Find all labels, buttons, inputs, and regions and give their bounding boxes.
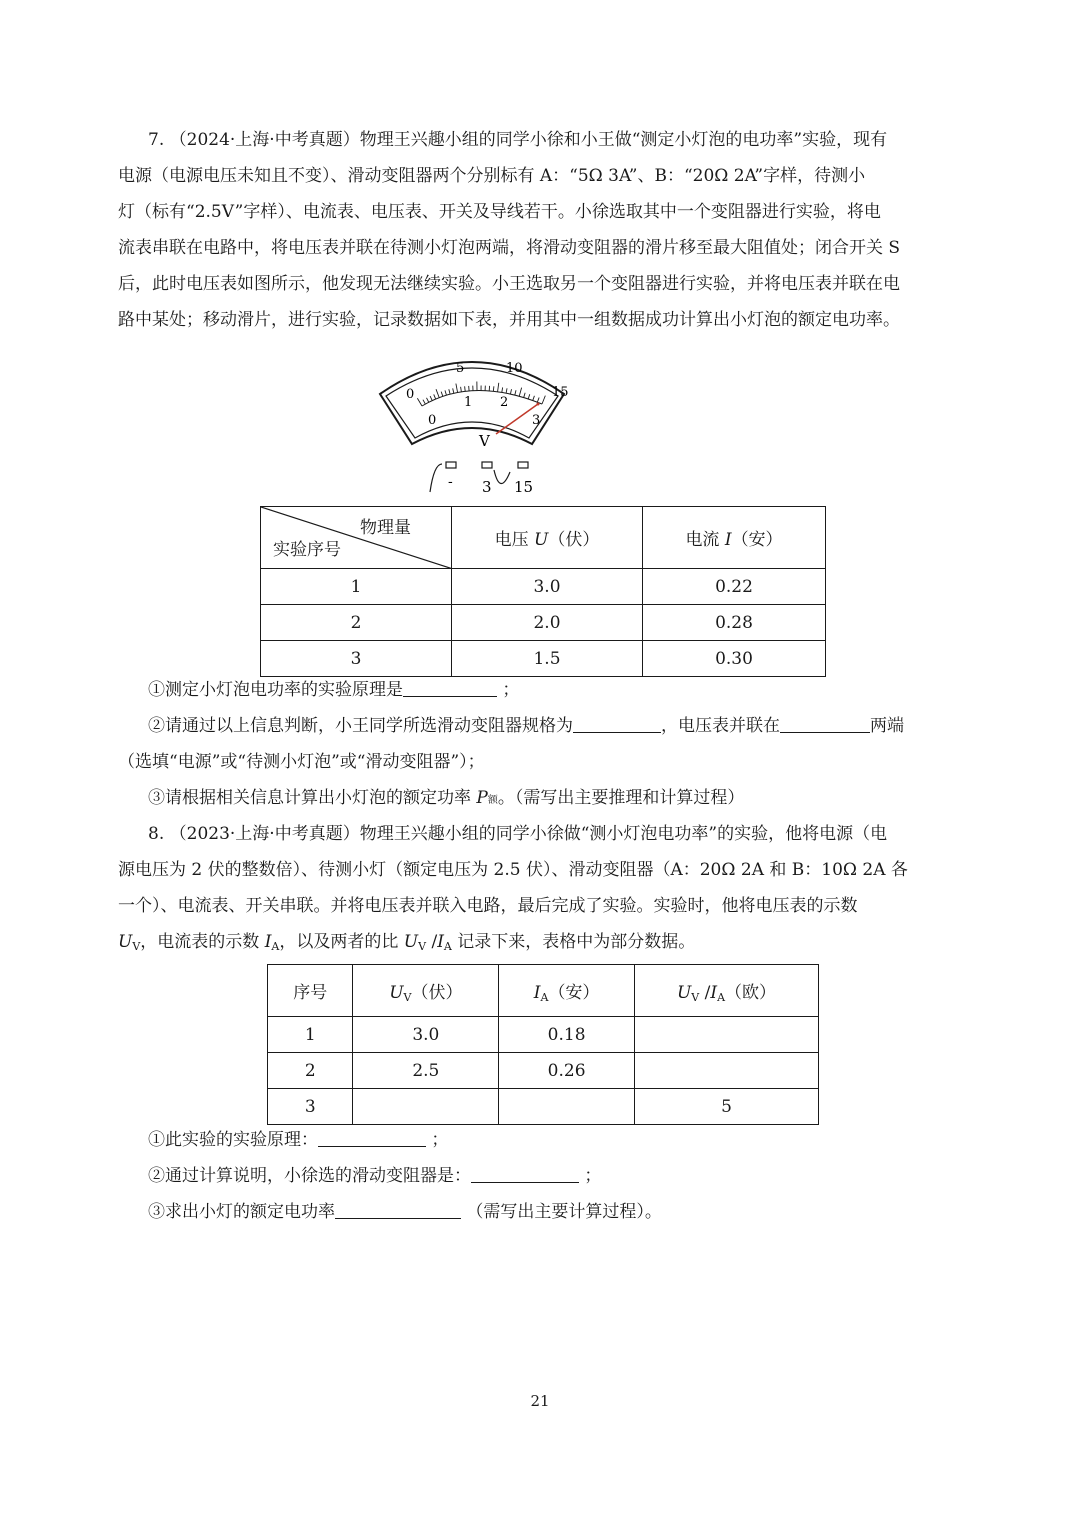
- table-row: [268, 1089, 819, 1125]
- upper-scale-label: 15: [552, 385, 569, 400]
- table-header-row: [268, 965, 819, 1017]
- terminal-label: 15: [514, 478, 534, 496]
- cell-ratio: 5: [634, 1089, 818, 1125]
- lead-wire: [430, 464, 442, 492]
- q8-sub-1: ①此实验的实验原理： ；: [148, 1130, 449, 1150]
- header-corner-cell: [261, 507, 452, 569]
- header-trial-label: 实验序号: [273, 540, 341, 560]
- cell-trial: 1: [261, 569, 452, 605]
- q7-sub-1: ①测定小灯泡电功率的实验原理是 ；: [148, 680, 520, 700]
- lead-wire: [494, 470, 510, 484]
- q7-sub-2: ②请通过以上信息判断，小王同学所选滑动变阻器规格为 ，电压表并联在 两端: [148, 716, 904, 736]
- upper-scale-label: 10: [506, 361, 523, 376]
- cell-voltage: 2.0: [452, 605, 643, 641]
- terminal-label: -: [448, 474, 453, 490]
- table-row: [261, 641, 826, 677]
- header-current-cell: $I_A$（安）: [499, 965, 635, 1017]
- cell-trial: 2: [261, 605, 452, 641]
- q7-line-6: 路中某处；移动滑片，进行实验，记录数据如下表，并用其中一组数据成功计算出小灯泡的额定电功率。: [118, 310, 900, 330]
- q7-sub-2-line-2: （选填“电源”或“待测小灯泡”或“滑动变阻器”）；: [118, 752, 485, 772]
- q8-line-1: 8. （2023·上海·中考真题）物理王兴趣小组的同学小徐做“测小灯泡电功率”的实验，他将电源（电: [148, 824, 888, 844]
- table-row: [261, 569, 826, 605]
- scale-tick: [465, 386, 466, 391]
- cell-current: 0.28: [643, 605, 826, 641]
- q7-sub-3: ③请根据相关信息计算出小灯泡的额定功率 P额。（需写出主要推理和计算过程）: [148, 788, 745, 808]
- cell-voltage: 3.0: [353, 1017, 499, 1053]
- lower-scale-label: 1: [464, 395, 473, 410]
- page-number: 21: [530, 1392, 550, 1410]
- cell-voltage: 3.0: [452, 569, 643, 605]
- answer-blank[interactable]: [780, 714, 870, 733]
- cell-current: 0.18: [499, 1017, 635, 1053]
- q7-data-table: [260, 506, 826, 677]
- meter-unit-label: V: [479, 432, 490, 450]
- cell-no: 2: [268, 1053, 353, 1089]
- header-voltage-cell: $U_V$（伏）: [353, 965, 499, 1017]
- cell-current: 0.22: [643, 569, 826, 605]
- answer-blank[interactable]: [318, 1128, 426, 1147]
- cell-ratio: [634, 1017, 818, 1053]
- terminal-label: 3: [482, 478, 492, 496]
- cell-no: 3: [268, 1089, 353, 1125]
- table-row: [261, 605, 826, 641]
- answer-blank[interactable]: [335, 1200, 461, 1219]
- needle-tip: [537, 403, 540, 406]
- upper-scale-label: 0: [406, 387, 415, 402]
- cell-voltage: 1.5: [452, 641, 643, 677]
- upper-scale-label: 5: [456, 361, 465, 376]
- answer-blank[interactable]: [403, 678, 497, 697]
- cell-no: 1: [268, 1017, 353, 1053]
- header-voltage-cell: 电压 U（伏）: [452, 507, 643, 569]
- q7-line-5: 后，此时电压表如图所示，他发现无法继续实验。小王选取另一个变阻器进行实验，并将电压表并联在电: [118, 274, 900, 294]
- q8-sub-3: ③求出小灯的额定电功率 （需写出主要计算过程）。: [148, 1202, 662, 1222]
- q8-sub-2: ②通过计算说明，小徐选的滑动变阻器是： ；: [148, 1166, 602, 1186]
- lower-scale-label: 0: [428, 413, 437, 428]
- table-header-row: [261, 507, 826, 569]
- header-no-cell: 序号: [268, 965, 353, 1017]
- q7-line-3: 灯（标有“2.5V”字样）、电流表、电压表、开关及导线若干。小徐选取其中一个变阻器进行实验，将电: [118, 202, 881, 222]
- q8-line-2: 源电压为 2 伏的整数倍）、待测小灯（额定电压为 2.5 伏）、滑动变阻器（A：20Ω 2A 和 B：10Ω 2A 各: [118, 860, 908, 880]
- cell-trial: 3: [261, 641, 452, 677]
- cell-voltage: 2.5: [353, 1053, 499, 1089]
- cell-current: [499, 1089, 635, 1125]
- q7-line-4: 流表串联在电路中，将电压表并联在待测小灯泡两端，将滑动变阻器的滑片移至最大阻值处；闭合开关 S: [118, 238, 901, 258]
- header-current-cell: 电流 I（安）: [643, 507, 826, 569]
- scale-tick: [493, 386, 494, 391]
- q7-line-2: 电源（电源电压未知且不变）、滑动变阻器两个分别标有 A：“5Ω 3A”、B：“20Ω 2A”字样，待测小: [118, 166, 866, 186]
- q7-line-1: 7. （2024·上海·中考真题）物理王兴趣小组的同学小徐和小王做“测定小灯泡的电功率”实验，现有: [148, 130, 888, 150]
- terminal-3v-icon: [482, 462, 492, 468]
- q8-line-3: 一个）、电流表、开关串联。并将电压表并联入电路，最后完成了实验。实验时，他将电压表的示数: [118, 896, 858, 916]
- cell-ratio: [634, 1053, 818, 1089]
- q8-data-table: [267, 964, 819, 1125]
- cell-voltage: [353, 1089, 499, 1125]
- answer-blank[interactable]: [471, 1164, 579, 1183]
- lower-scale-label: 2: [500, 395, 509, 410]
- table-row: [268, 1053, 819, 1089]
- header-ratio-cell: $U_V$ $/I_A$（欧）: [634, 965, 818, 1017]
- terminal-15v-icon: [518, 462, 528, 468]
- cell-current: 0.26: [499, 1053, 635, 1089]
- q8-line-4: $U_V$，电流表的示数 $I_A$，以及两者的比 $U_V$ $/I_A$ 记录下来，表格中为部分数据。: [118, 932, 696, 953]
- cell-current: 0.30: [643, 641, 826, 677]
- voltmeter-figure: [372, 352, 572, 500]
- terminal-negative-icon: [446, 462, 456, 468]
- header-quantity-label: 物理量: [360, 518, 411, 538]
- answer-blank[interactable]: [573, 714, 661, 733]
- lower-scale-label: 3: [532, 413, 541, 428]
- table-row: [268, 1017, 819, 1053]
